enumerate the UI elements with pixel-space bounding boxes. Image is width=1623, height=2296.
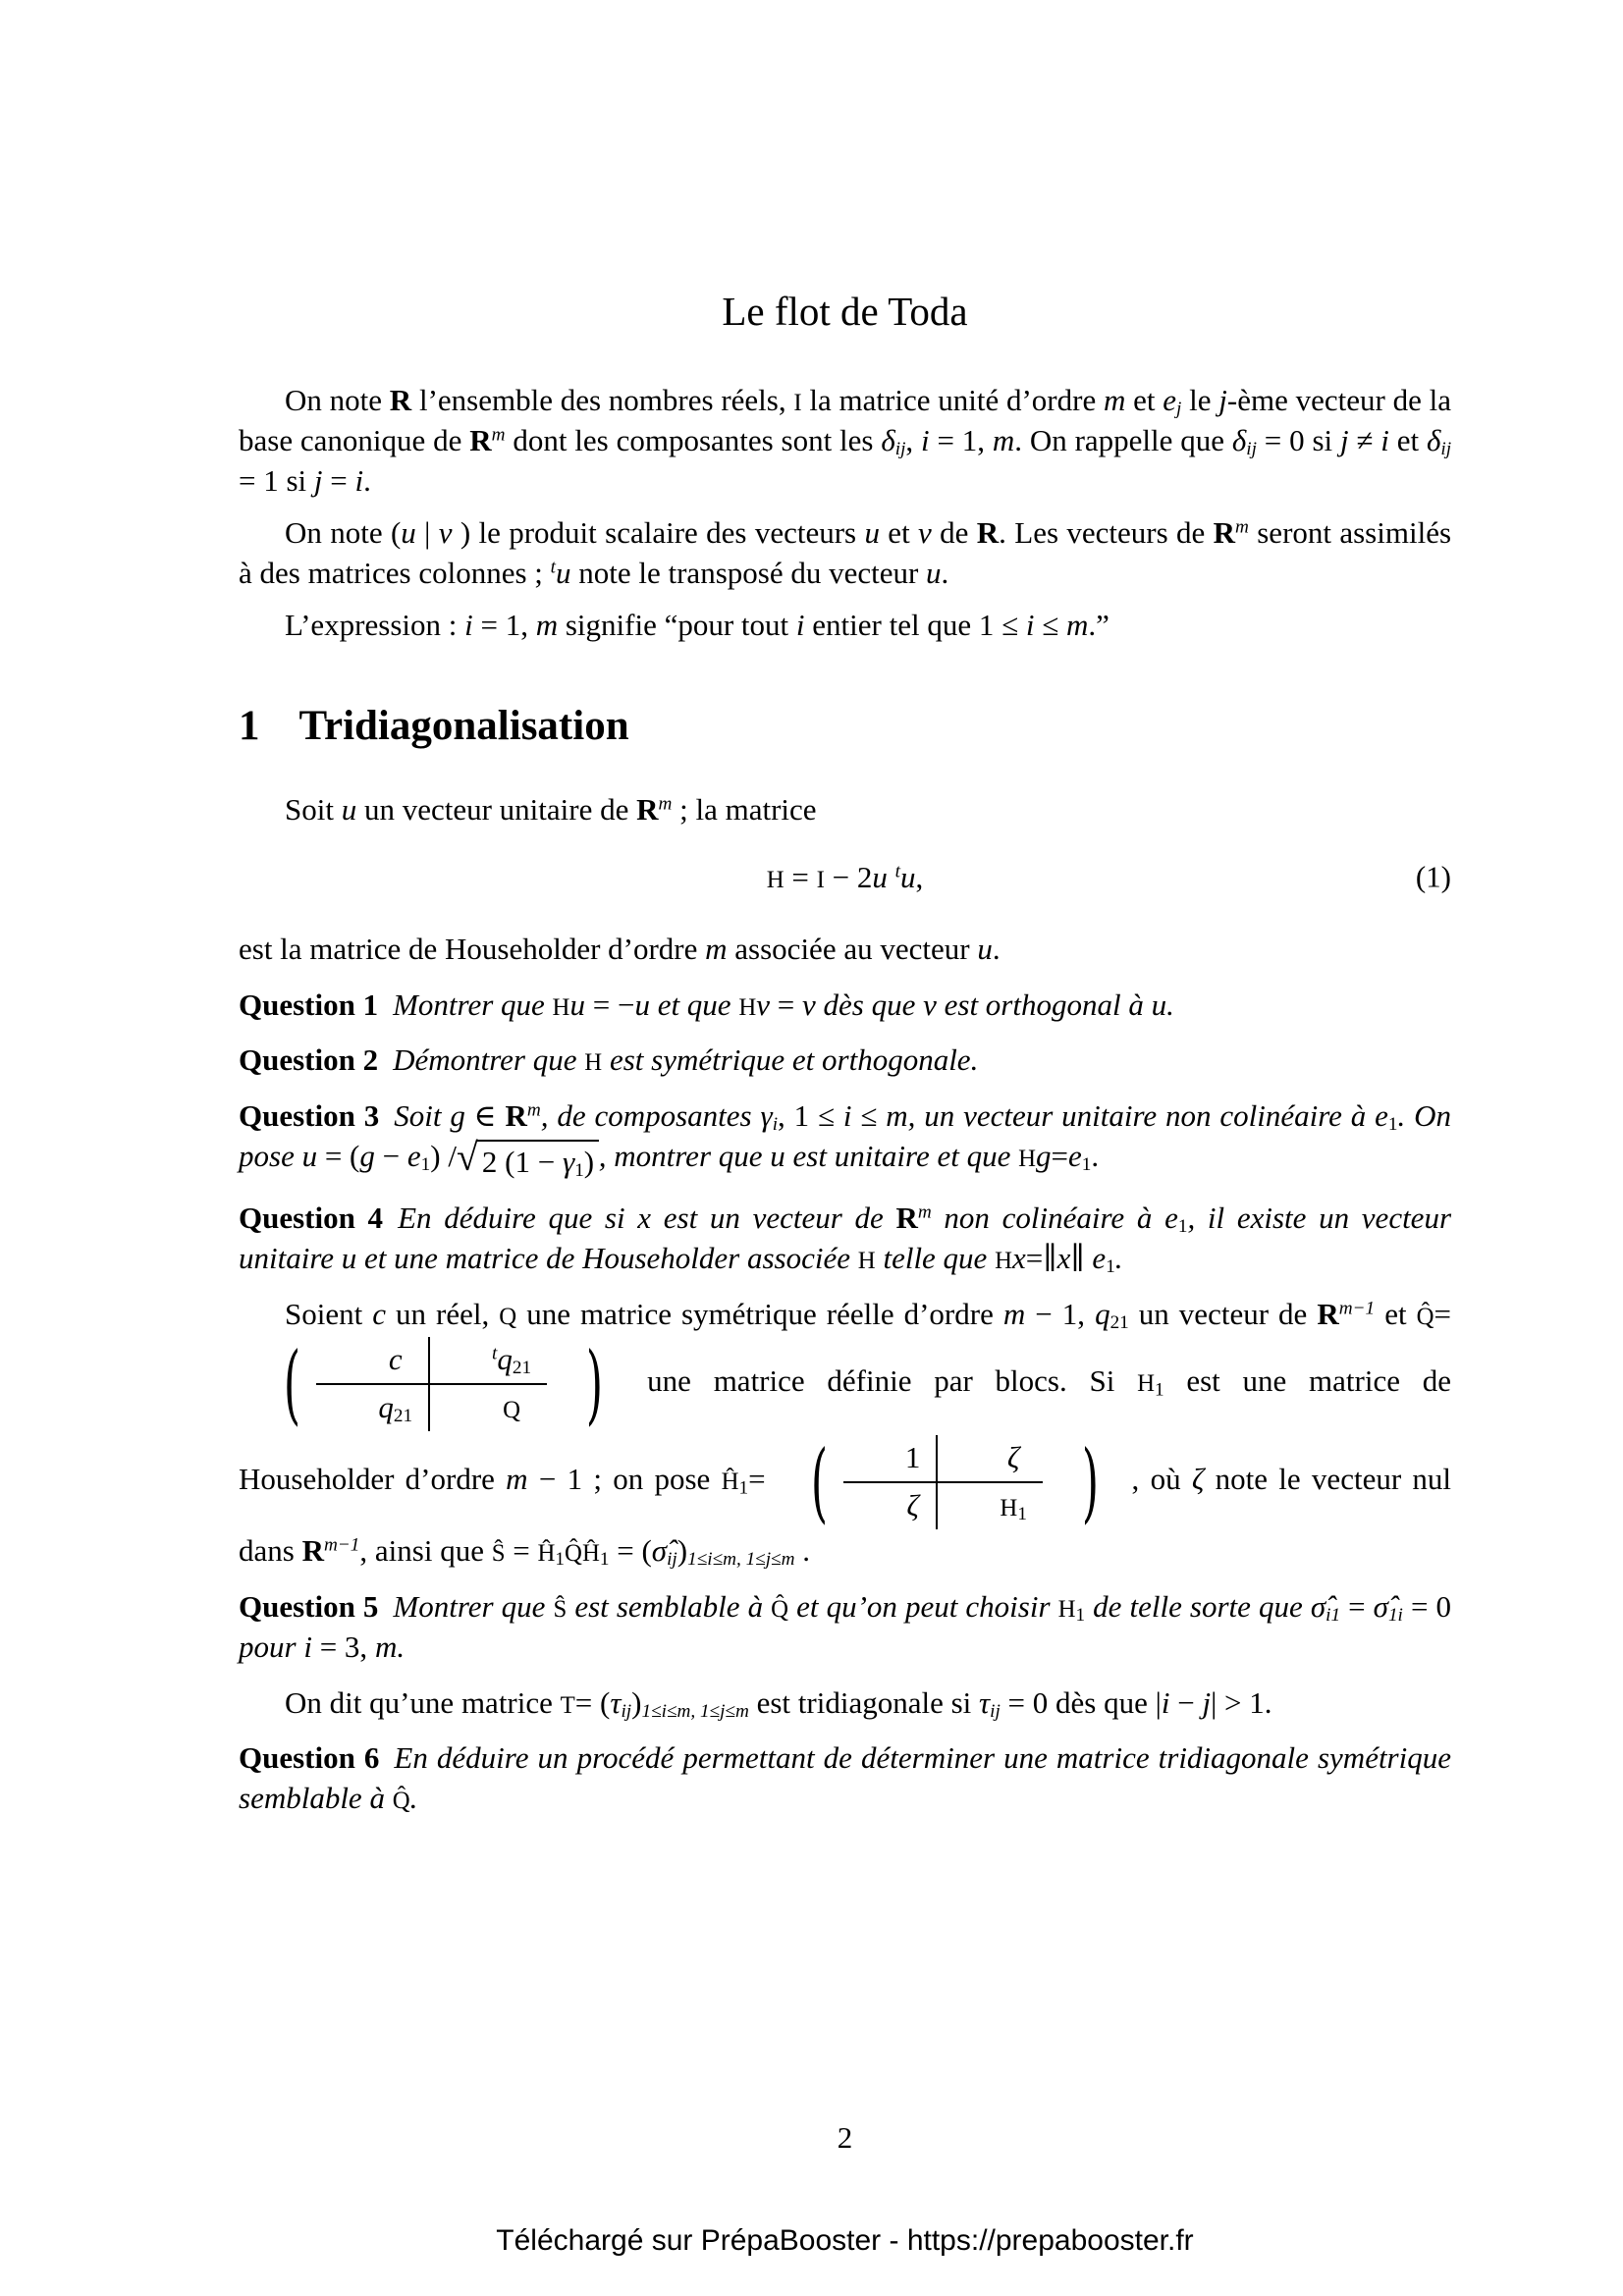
document-title: Le flot de Toda	[722, 289, 968, 334]
block-matrix-paragraph: Soient c un réel, Q une matrice symétrique réelle d’ordre m − 1, $q_{21}$ un vecteur de $R^{m-1}$ et Q̂= ( c $^tq_{21}$ $q_{21}$ Q ) une matrice définie par blocs. Si $H_1$ est une matrice de Householder d’ordre m − 1 ; on pose $Ĥ_1=$ ( 1 ζ ζ $H_1$ ) , où ζ note le vecteur nul dans $R^{m-1}$, ainsi que Ŝ = $Ĥ_1Q̂Ĥ_1$ = $(\sigmâ_{ij})_{1\le i\le m, 1\le j\le m}$ .	[239, 1296, 1452, 1571]
question-1-label: Question 1	[239, 987, 379, 1022]
question-4	[239, 1199, 1451, 1279]
section-number: 1	[239, 702, 260, 749]
intro-paragraph-2: On note (u | v ) le produit scalaire des vecteurs u et v de R. Les vecteurs de $R^m$ seront assimilés à des matrices colonnes ; $^t$u note le transposé du vecteur u.	[239, 514, 1452, 590]
question-2	[239, 1041, 1451, 1081]
intro-paragraph-3: L’expression : i = 1, m signifie “pour tout i entier tel que 1 ≤ i ≤ m.”	[285, 607, 1109, 642]
question-6-text: En déduire un procédé permettant de déterminer une matrice tridiagonale symétrique semblable à Q̂.	[239, 1740, 1451, 1816]
question-3	[239, 1096, 1451, 1183]
post-equation-paragraph: est la matrice de Householder d’ordre m associée au vecteur u.	[239, 931, 1001, 966]
section-heading	[239, 703, 1451, 749]
question-5-text: Montrer que Ŝ est semblable à Q̂ et qu’on peut choisir $H_1$ de telle sorte que $\sigmâ_{i1}$ = $\sigmâ_{1i} = 0$ pour i = 3, m.	[239, 1588, 1451, 1664]
question-3-text: Soit g ∈ $R^m$, de composantes $\gamma_i$, 1 ≤ i ≤ m, un vecteur unitaire non colinéaire à $e_1$. On pose $u = (g - e_1)$ / √ 2 $(1 - \gamma_1)$ , montrer que u est unitaire et que $Hg=e_1$.	[239, 1098, 1452, 1182]
question-3-label: Question 3	[239, 1098, 380, 1134]
equation-number: (1)	[1415, 859, 1451, 894]
intro-paragraph-1: On note R l’ensemble des nombres réels, I la matrice unité d’ordre m et $e_j$ le j-ème vecteur de la base canonique de $R^m$ dont les composantes sont les $\delta_{ij}$, i = 1, m. On rappelle que $\delta_{ij} = 0$ si j ≠ i et $\delta_{ij} = 1$ si j = i.	[239, 383, 1452, 498]
page-number: 2	[837, 2120, 853, 2155]
question-2-text: Démontrer que H est symétrique et orthogonale.	[393, 1042, 979, 1078]
equation-1	[239, 858, 1451, 898]
question-6-label: Question 6	[239, 1740, 380, 1776]
question-4-text: En déduire que si x est un vecteur de $R^m$ non colinéaire à $e_1$, il existe un vecteur unitaire u et une matrice de Householder associée H telle que Hx=∥x∥ $e_1$.	[239, 1201, 1452, 1278]
equation-body: H = I − 2u $^t$u,	[766, 859, 924, 894]
question-4-label: Question 4	[239, 1201, 384, 1236]
question-1	[239, 986, 1451, 1026]
tridiagonal-definition-paragraph: On dit qu’une matrice $T= (\tau_{ij})_{1\le i\le m, 1\le j\le m}$ est tridiagonale si $\tau_{ij} = 0$ dès que |i − j| > 1.	[285, 1684, 1272, 1722]
text-block	[239, 0, 1451, 1835]
pre-equation-paragraph: Soit u un vecteur unitaire de $R^m$ ; la matrice	[285, 791, 817, 827]
section-title: Tridiagonalisation	[298, 702, 629, 749]
question-5	[239, 1587, 1451, 1668]
footer-credit: Téléchargé sur PrépaBooster - https://prepabooster.fr	[496, 2224, 1194, 2257]
question-6	[239, 1738, 1451, 1819]
question-2-label: Question 2	[239, 1042, 379, 1078]
question-1-text: Montrer que Hu = −u et que Hv = v dès que v est orthogonal à u.	[393, 987, 1174, 1022]
question-5-label: Question 5	[239, 1588, 379, 1624]
